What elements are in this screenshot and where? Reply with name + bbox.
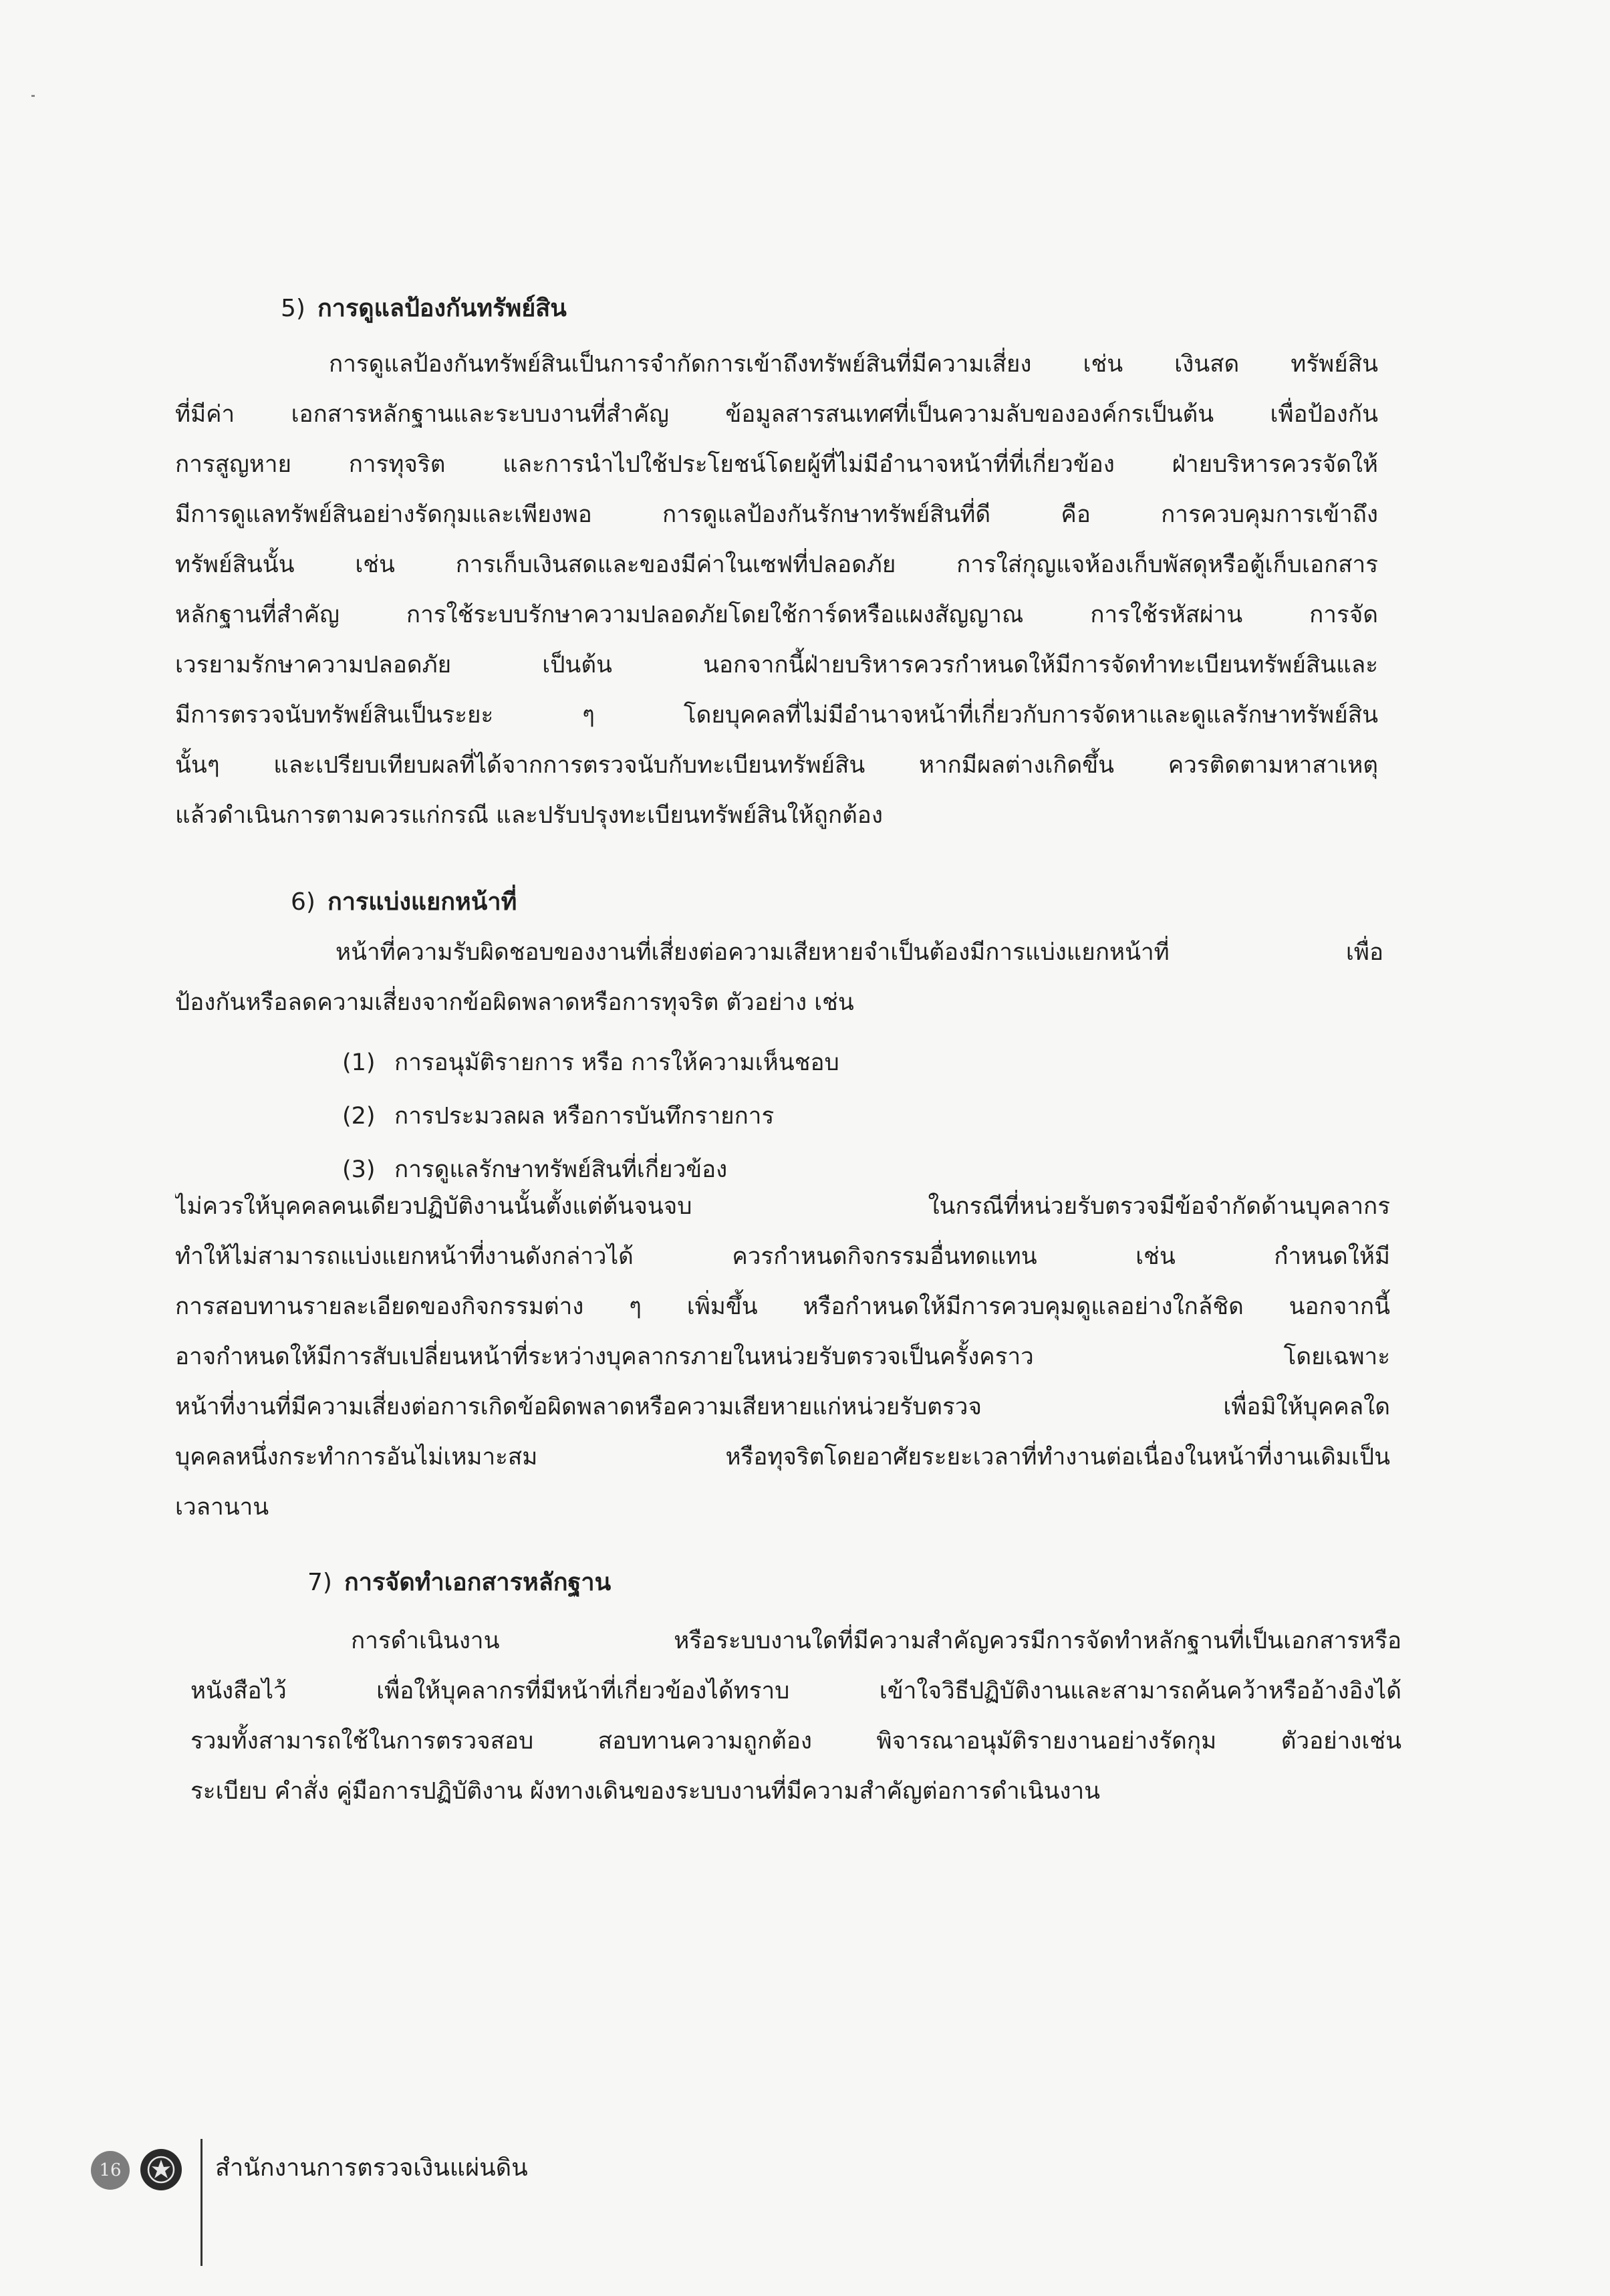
section-6-title: การแบ่งแยกหน้าที่ (327, 888, 517, 916)
paragraph-line: หนังสือไว้ เพื่อให้บุคลากรที่มีหน้าที่เกี่ยวข้องได้ทราบ เข้าใจวิธีปฏิบัติงานและสามารถค้นคว้าหรืออ้างอิงได้ (190, 1678, 1401, 1704)
section-5-heading (281, 293, 567, 325)
paragraph-line: หน้าที่งานที่มีความเสี่ยงต่อการเกิดข้อผิดพลาดหรือความเสียหายแก่หน่วยรับตรวจ เพื่อมิให้บุคคลใด (175, 1394, 1390, 1420)
list-item (342, 1100, 774, 1132)
list-text: การอนุมัติรายการ หรือ การให้ความเห็นชอบ (394, 1049, 839, 1076)
paragraph-line: การสูญหาย การทุจริต และการนำไปใช้ประโยชน์โดยผู้ที่ไม่มีอำนาจหน้าที่ที่เกี่ยวข้อง ฝ่ายบริหารควรจัดให้ (175, 451, 1378, 478)
paragraph-line: ระเบียบ คำสั่ง คู่มือการปฏิบัติงาน ผังทางเดินของระบบงานที่มีความสำคัญต่อการดำเนินงาน (190, 1778, 1101, 1805)
paragraph-line: ป้องกันหรือลดความเสี่ยงจากข้อผิดพลาดหรือการทุจริต ตัวอย่าง เช่น (175, 989, 854, 1016)
paragraph-line: เวลานาน (175, 1494, 269, 1521)
footer-divider (200, 2139, 203, 2266)
paragraph-line: การดำเนินงาน หรือระบบงานใดที่มีความสำคัญควรมีการจัดทำหลักฐานที่เป็นเอกสารหรือ (351, 1628, 1401, 1654)
paragraph-line: รวมทั้งสามารถใช้ในการตรวจสอบ สอบทานความถูกต้อง พิจารณาอนุมัติรายงานอย่างรัดกุม ตัวอย่างเช่น (190, 1728, 1401, 1755)
scan-speck (31, 95, 35, 97)
paragraph-line: หลักฐานที่สำคัญ การใช้ระบบรักษาความปลอดภัยโดยใช้การ์ดหรือแผงสัญญาณ การใช้รหัสผ่าน การจัด (175, 602, 1378, 628)
list-item (342, 1154, 727, 1186)
section-5-paragraph (175, 340, 1378, 841)
list-marker: (1) (342, 1049, 376, 1076)
section-5-title: การดูแลป้องกันทรัพย์สิน (317, 295, 567, 322)
section-5-number: 5) (281, 295, 305, 322)
list-item (342, 1047, 839, 1079)
list-marker: (3) (342, 1156, 376, 1183)
section-6-number: 6) (291, 888, 315, 916)
paragraph-line: การดูแลป้องกันทรัพย์สินเป็นการจำกัดการเข้าถึงทรัพย์สินที่มีความเสี่ยง เช่น เงินสด ทรัพย์สิน (329, 351, 1378, 378)
paragraph-line: นั้นๆ และเปรียบเทียบผลที่ได้จากการตรวจนับกับทะเบียนทรัพย์สิน หากมีผลต่างเกิดขึ้น ควรติดตามหาสาเหตุ (175, 752, 1378, 779)
paragraph-line: การสอบทานรายละเอียดของกิจกรรมต่าง ๆ เพิ่มขึ้น หรือกำหนดให้มีการควบคุมดูแลอย่างใกล้ชิด นอกจากนี้ (175, 1293, 1390, 1320)
section-6-paragraph (175, 1182, 1390, 1533)
section-6-heading (291, 886, 517, 918)
paragraph-line: ทรัพย์สินนั้น เช่น การเก็บเงินสดและของมีค่าในเซฟที่ปลอดภัย การใส่กุญแจห้องเก็บพัสดุหรือตู้เก็บเอกสาร (175, 551, 1378, 578)
section-6-intro (175, 928, 1383, 1028)
section-7-title: การจัดทำเอกสารหลักฐาน (344, 1569, 612, 1596)
paragraph-line: มีการดูแลทรัพย์สินอย่างรัดกุมและเพียงพอ การดูแลป้องกันรักษาทรัพย์สินที่ดี คือ การควบคุมการเข้าถึง (175, 501, 1378, 528)
section-7-heading (307, 1567, 611, 1599)
paragraph-line: อาจกำหนดให้มีการสับเปลี่ยนหน้าที่ระหว่างบุคลากรภายในหน่วยรับตรวจเป็นครั้งคราว โดยเฉพาะ (175, 1344, 1390, 1370)
paragraph-line: ทำให้ไม่สามารถแบ่งแยกหน้าที่งานดังกล่าวได้ ควรกำหนดกิจกรรมอื่นทดแทน เช่น กำหนดให้มี (175, 1243, 1390, 1270)
section-7-number: 7) (307, 1569, 332, 1596)
paragraph-line: ที่มีค่า เอกสารหลักฐานและระบบงานที่สำคัญ ข้อมูลสารสนเทศที่เป็นความลับขององค์กรเป็นต้น เพื่อป้องกัน (175, 401, 1378, 428)
emblem-glyph (146, 2155, 176, 2184)
paragraph-line: ไม่ควรให้บุคคลคนเดียวปฏิบัติงานนั้นตั้งแต่ต้นจนจบ ในกรณีที่หน่วยรับตรวจมีข้อจำกัดด้านบุคลากร (175, 1193, 1390, 1220)
list-text: การประมวลผล หรือการบันทึกรายการ (394, 1103, 775, 1130)
paragraph-line: แล้วดำเนินการตามควรแก่กรณี และปรับปรุงทะเบียนทรัพย์สินให้ถูกต้อง (175, 802, 883, 829)
footer-organization: สำนักงานการตรวจเงินแผ่นดิน (215, 2154, 528, 2182)
section-7-paragraph (190, 1616, 1401, 1817)
page-number: 16 (99, 2160, 122, 2180)
paragraph-line: เวรยามรักษาความปลอดภัย เป็นต้น นอกจากนี้ฝ่ายบริหารควรกำหนดให้มีการจัดทำทะเบียนทรัพย์สินและ (175, 652, 1378, 678)
oag-emblem-icon (140, 2149, 182, 2190)
paragraph-line: บุคคลหนึ่งกระทำการอันไม่เหมาะสม หรือทุจริตโดยอาศัยระยะเวลาที่ทำงานต่อเนื่องในหน้าที่งานเดิมเป็น (175, 1444, 1390, 1471)
paragraph-line: หน้าที่ความรับผิดชอบของงานที่เสี่ยงต่อความเสียหายจำเป็นต้องมีการแบ่งแยกหน้าที่ เพื่อ (336, 939, 1383, 966)
paragraph-line: มีการตรวจนับทรัพย์สินเป็นระยะ ๆ โดยบุคคลที่ไม่มีอำนาจหน้าที่เกี่ยวกับการจัดหาและดูแลรักษาทรัพย์สิน (175, 702, 1378, 729)
page-number-badge (91, 2151, 130, 2190)
list-text: การดูแลรักษาทรัพย์สินที่เกี่ยวข้อง (394, 1156, 728, 1183)
list-marker: (2) (342, 1103, 376, 1130)
